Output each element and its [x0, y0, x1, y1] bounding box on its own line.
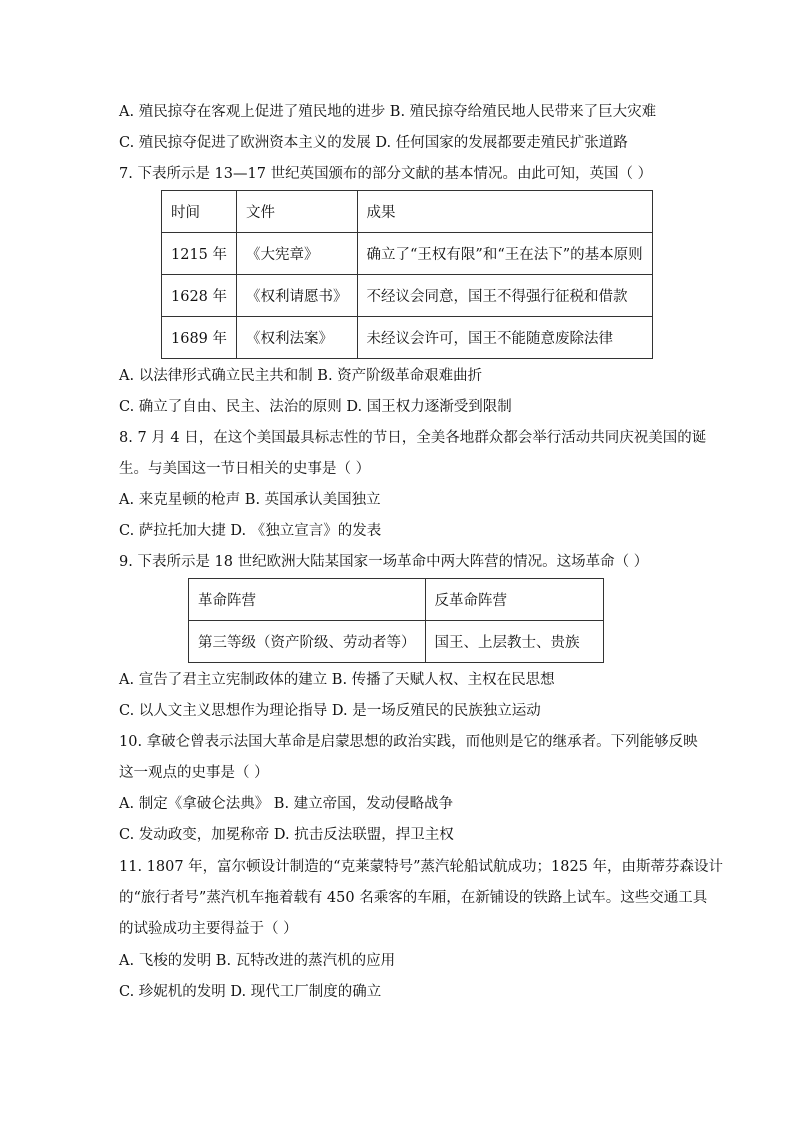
table-cell: 未经议会许可，国王不能随意废除法律	[357, 317, 652, 359]
table-cell: 第三等级（资产阶级、劳动者等）	[189, 621, 426, 663]
q9-option-ab: A. 宣告了君主立宪制政体的建立 B. 传播了天赋人权、主权在民思想	[119, 672, 555, 688]
table-header-cell: 革命阵营	[189, 579, 426, 621]
table-cell: 《权利法案》	[237, 317, 358, 359]
table-header-row	[162, 191, 653, 233]
q9-option-cd: C. 以人文主义思想作为理论指导 D. 是一场反殖民的民族独立运动	[119, 703, 541, 719]
q9-stem: 9. 下表所示是 18 世纪欧洲大陆某国家一场革命中两大阵营的情况。这场革命（ ）	[119, 554, 649, 570]
table-row	[162, 317, 653, 359]
table-row	[162, 233, 653, 275]
q8-option-ab: A. 来克星顿的枪声 B. 英国承认美国独立	[119, 492, 381, 508]
q11-stem-line2: 的“旅行者号”蒸汽机车拖着载有 450 名乘客的车厢，在新铺设的铁路上试车。这些交通工具	[119, 890, 708, 906]
q8-stem-line2: 生。与美国这一节日相关的史事是（ ）	[119, 461, 371, 477]
q11-option-ab: A. 飞梭的发明 B. 瓦特改进的蒸汽机的应用	[119, 953, 396, 969]
q7-stem: 7. 下表所示是 13—17 世纪英国颁布的部分文献的基本情况。由此可知，英国（ ）	[119, 166, 653, 182]
q11-option-cd: C. 珍妮机的发明 D. 现代工厂制度的确立	[119, 984, 382, 1000]
table-header-row	[189, 579, 604, 621]
q11-stem-line1: 11. 1807 年，富尔顿设计制造的“克莱蒙特号”蒸汽轮船试航成功；1825 年，由斯蒂芬森设计	[119, 859, 724, 875]
q11-stem-line3: 的试验成功主要得益于（ ）	[119, 921, 298, 937]
table-header-cell: 文件	[237, 191, 358, 233]
table-cell: 《大宪章》	[237, 233, 358, 275]
table-header-cell: 成果	[357, 191, 652, 233]
q7-option-cd: C. 确立了自由、民主、法治的原则 D. 国王权力逐渐受到限制	[119, 399, 512, 415]
q10-stem-line2: 这一观点的史事是（ ）	[119, 765, 269, 781]
q10-option-ab: A. 制定《拿破仑法典》 B. 建立帝国，发动侵略战争	[119, 796, 454, 812]
q6-option-cd: C. 殖民掠夺促进了欧洲资本主义的发展 D. 任何国家的发展都要走殖民扩张道路	[119, 135, 628, 151]
q7-table	[161, 190, 653, 359]
q6-option-ab: A. 殖民掠夺在客观上促进了殖民地的进步 B. 殖民掠夺给殖民地人民带来了巨大灾难	[119, 104, 657, 120]
table-cell: 不经议会同意，国王不得强行征税和借款	[357, 275, 652, 317]
table-header-cell: 时间	[162, 191, 237, 233]
table-cell: 国王、上层教士、贵族	[425, 621, 604, 663]
table-cell: 《权利请愿书》	[237, 275, 358, 317]
q7-option-ab: A. 以法律形式确立民主共和制 B. 资产阶级革命艰难曲折	[119, 368, 483, 384]
q9-table	[188, 578, 604, 663]
q8-option-cd: C. 萨拉托加大捷 D. 《独立宣言》的发表	[119, 523, 382, 539]
table-row	[162, 275, 653, 317]
table-cell: 1689 年	[162, 317, 237, 359]
q10-stem-line1: 10. 拿破仑曾表示法国大革命是启蒙思想的政治实践，而他则是它的继承者。下列能够反映	[119, 734, 698, 750]
table-row	[189, 621, 604, 663]
table-cell: 确立了“王权有限”和“王在法下”的基本原则	[357, 233, 652, 275]
q10-option-cd: C. 发动政变，加冕称帝 D. 抗击反法联盟，捍卫主权	[119, 827, 454, 843]
table-header-cell: 反革命阵营	[425, 579, 604, 621]
table-cell: 1215 年	[162, 233, 237, 275]
table-cell: 1628 年	[162, 275, 237, 317]
q8-stem-line1: 8. 7 月 4 日，在这个美国最具标志性的节日，全美各地群众都会举行活动共同庆祝美国的诞	[119, 430, 707, 446]
